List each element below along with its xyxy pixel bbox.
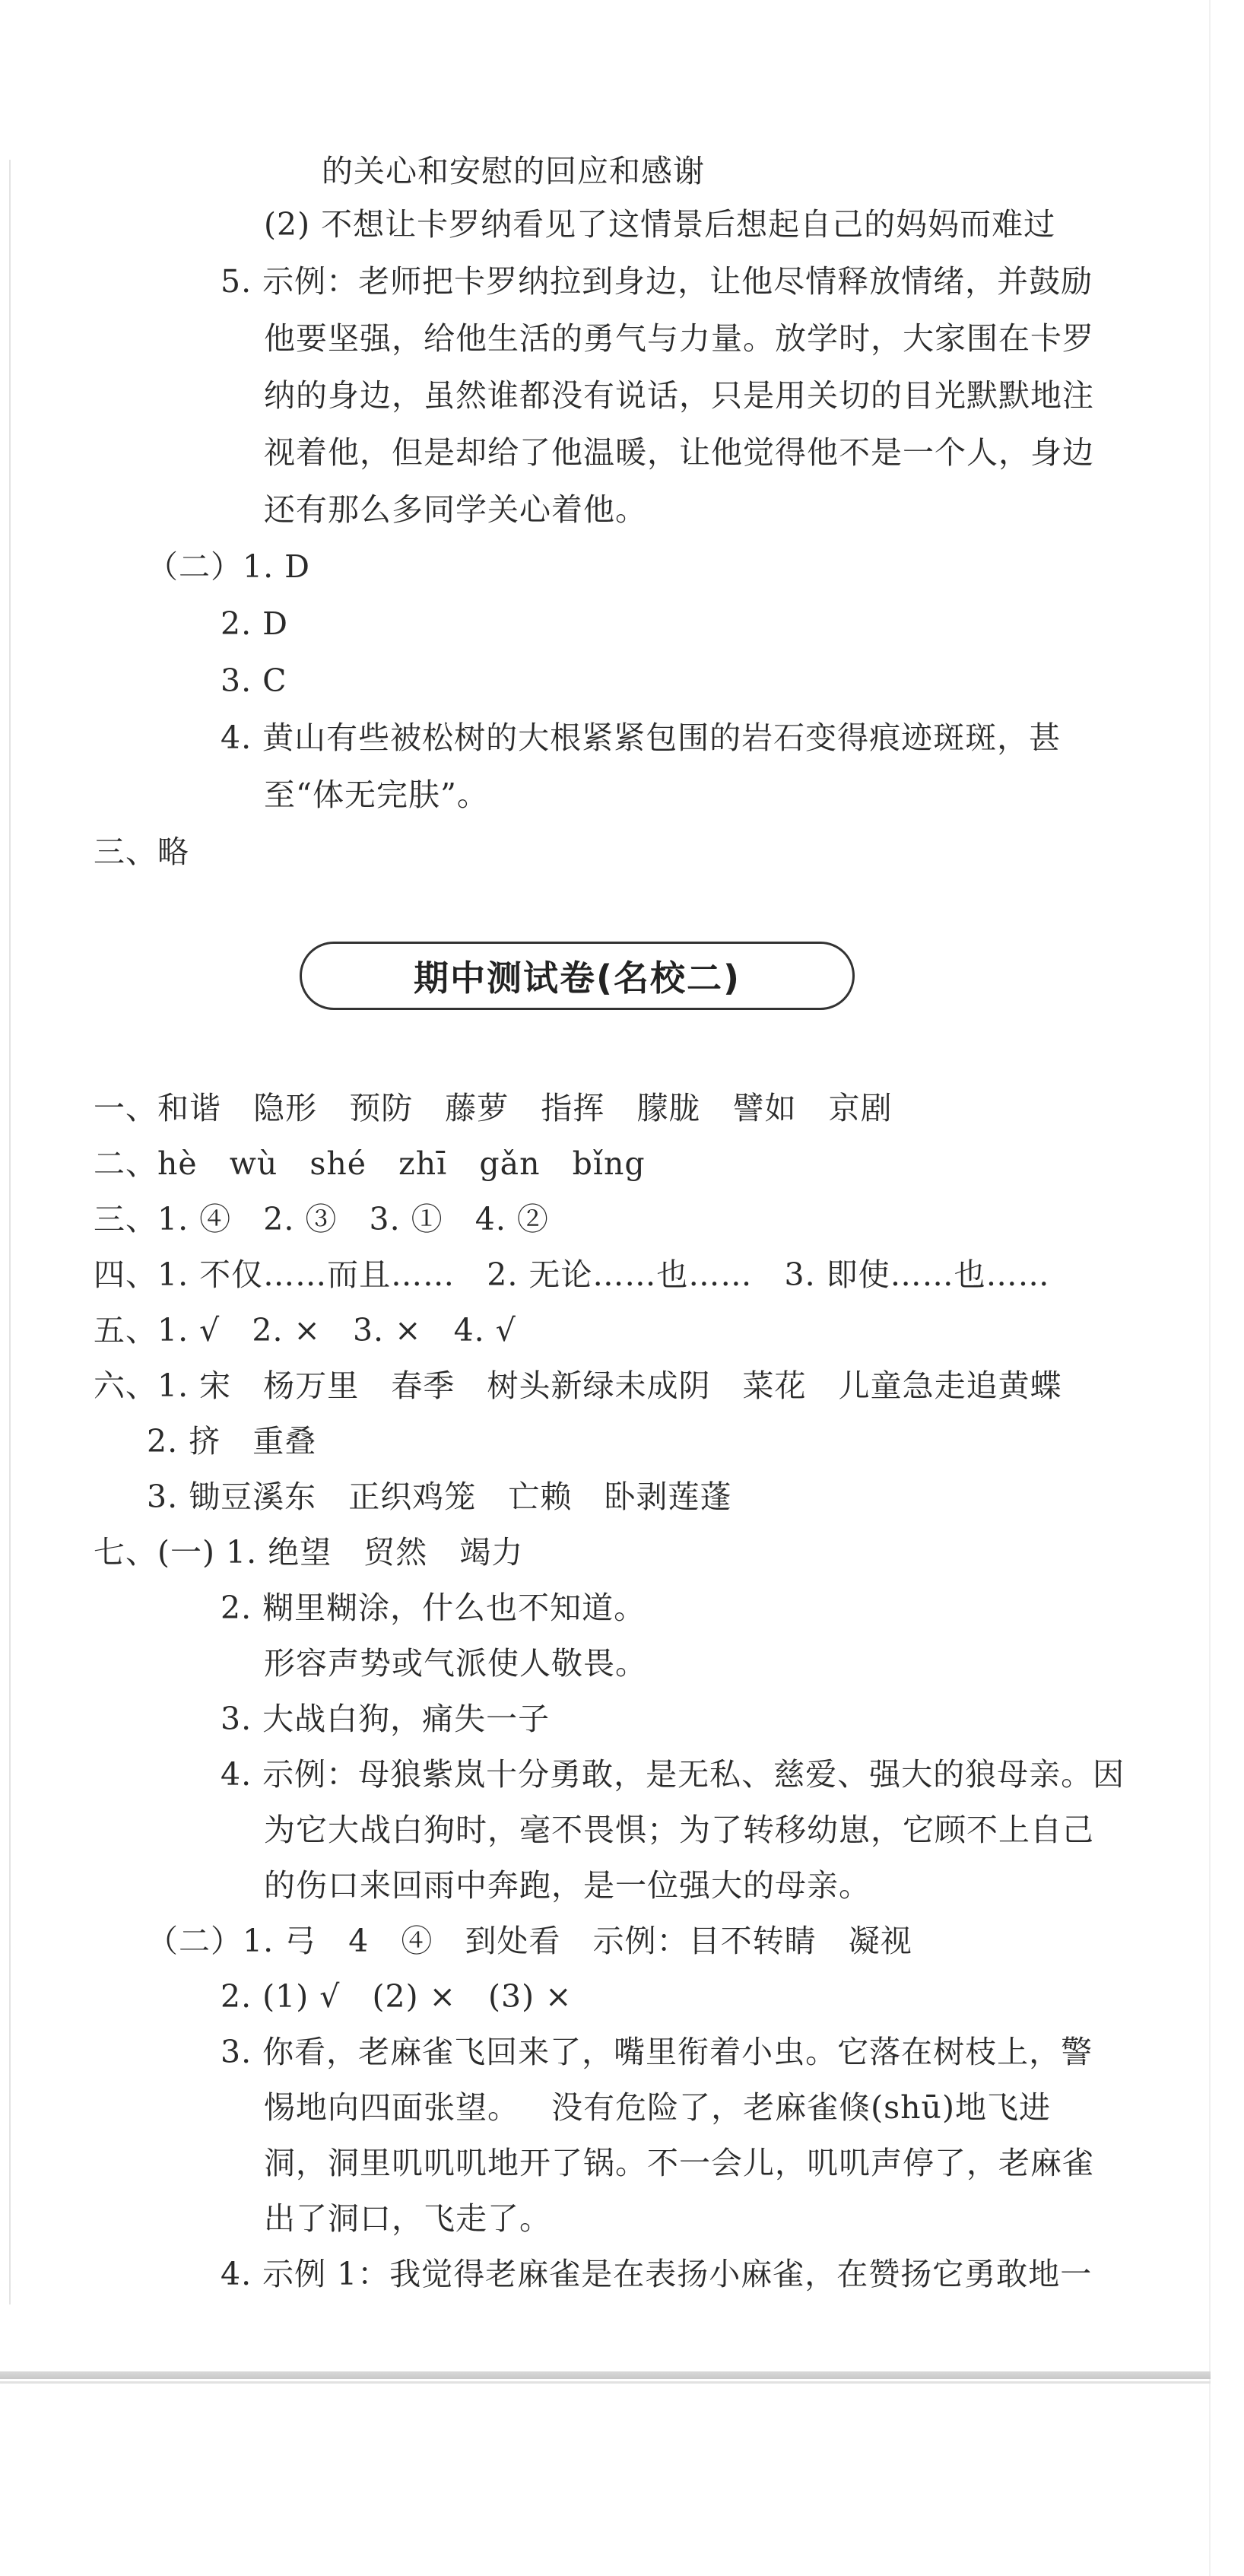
answer-line: 一、和谐 隐形 预防 藤萝 指挥 朦胧 譬如 京剧 <box>94 1090 893 1126</box>
section-title: 期中测试卷(名校二) <box>413 958 741 999</box>
section-title-box <box>300 942 855 1010</box>
left-binding-line <box>9 160 11 2304</box>
answer-line: 4. 黄山有些被松树的大根紧紧包围的岩石变得痕迹斑斑，甚 <box>221 719 1062 756</box>
answer-line: 二、hè wù shé zhī gǎn bǐng <box>94 1145 646 1182</box>
answer-line: 的关心和安慰的回应和感谢 <box>322 153 705 189</box>
answer-line: 3. 大战白狗，痛失一子 <box>221 1701 551 1737</box>
answer-line: 七、(一) 1. 绝望 贸然 竭力 <box>94 1534 524 1571</box>
answer-line: 至“体无完肤”。 <box>264 777 489 813</box>
answer-line: 形容声势或气派使人敬畏。 <box>264 1645 647 1682</box>
answer-line: 4. 示例 1：我觉得老麻雀是在表扬小麻雀，在赞扬它勇敢地一 <box>221 2256 1093 2292</box>
answer-line: 纳的身边，虽然谁都没有说话，只是用关切的目光默默地注 <box>264 377 1094 414</box>
right-edge-line <box>1209 0 1211 2576</box>
answer-line: 3. C <box>221 662 287 699</box>
answer-line: 惕地向四面张望。 没有危险了，老麻雀倏(shū)地飞进 <box>264 2089 1051 2126</box>
answer-line: 五、1. √ 2. × 3. × 4. √ <box>94 1312 516 1348</box>
answer-line: 还有那么多同学关心着他。 <box>264 491 647 528</box>
answer-line: 三、1. ④ 2. ③ 3. ① 4. ② <box>94 1201 549 1237</box>
page-bottom-edge-shadow <box>0 2381 1211 2384</box>
answer-line: （二）1. D <box>147 548 311 585</box>
answer-line: 2. D <box>221 605 289 642</box>
answer-line: 出了洞口，飞走了。 <box>264 2200 551 2237</box>
answer-line: 洞，洞里叽叽叽地开了锅。不一会儿，叽叽声停了，老麻雀 <box>264 2145 1094 2181</box>
answer-line: 3. 你看，老麻雀飞回来了，嘴里衔着小虫。它落在树枝上，警 <box>221 2034 1093 2070</box>
answer-line: 的伤口来回雨中奔跑，是一位强大的母亲。 <box>264 1867 871 1904</box>
answer-line: 视着他，但是却给了他温暖，让他觉得他不是一个人，身边 <box>264 434 1094 471</box>
answer-line: 四、1. 不仅……而且…… 2. 无论……也…… 3. 即使……也…… <box>94 1256 1050 1293</box>
answer-line: 2. 挤 重叠 <box>147 1423 317 1460</box>
answer-line: 六、1. 宋 杨万里 春季 树头新绿未成阴 菜花 儿童急走追黄蝶 <box>94 1367 1062 1404</box>
answer-line: 3. 锄豆溪东 正织鸡笼 亡赖 卧剥莲蓬 <box>147 1479 732 1515</box>
answer-line: 2. 糊里糊涂，什么也不知道。 <box>221 1590 646 1626</box>
answer-line: 5. 示例：老师把卡罗纳拉到身边，让他尽情释放情绪，并鼓励 <box>221 263 1093 300</box>
page-bottom-edge <box>0 2371 1211 2379</box>
answer-line: 为它大战白狗时，毫不畏惧；为了转移幼崽，它顾不上自己 <box>264 1812 1094 1848</box>
answer-line: 三、略 <box>94 834 189 870</box>
answer-line: 他要坚强，给他生活的勇气与力量。放学时，大家围在卡罗 <box>264 320 1094 357</box>
answer-line: 4. 示例：母狼紫岚十分勇敢，是无私、慈爱、强大的狼母亲。因 <box>221 1756 1125 1793</box>
answer-line: (2) 不想让卡罗纳看见了这情景后想起自己的妈妈而难过 <box>264 206 1056 243</box>
answer-line: （二）1. 弓 4 ④ 到处看 示例：目不转睛 凝视 <box>147 1923 912 1959</box>
answer-line: 2. (1) √ (2) × (3) × <box>221 1978 573 2015</box>
